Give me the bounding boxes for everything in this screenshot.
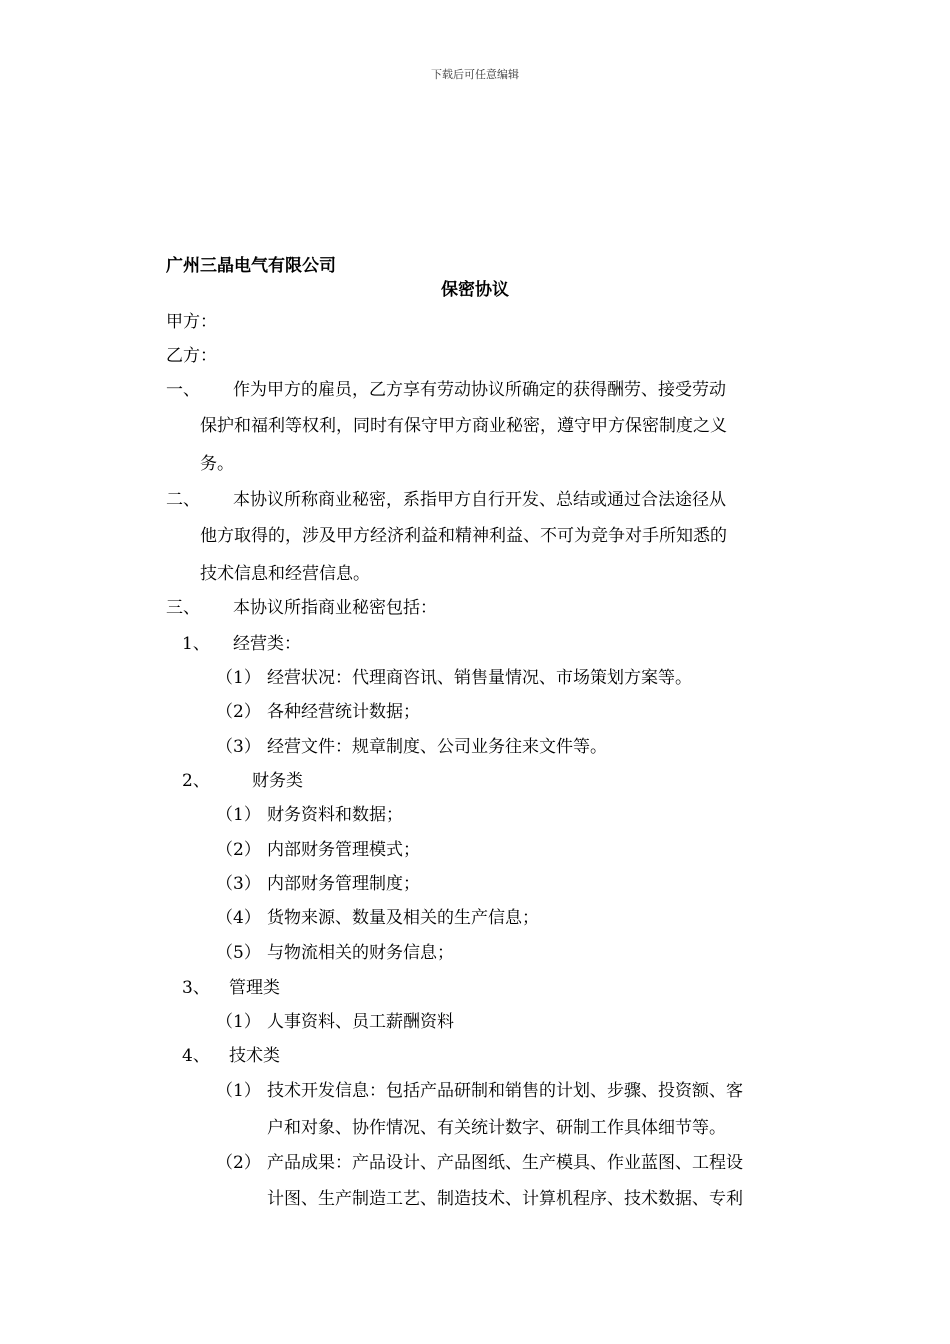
- item-number: （2）: [216, 840, 261, 860]
- category-label: 经营类：: [233, 634, 301, 654]
- category-label: 管理类: [229, 978, 280, 998]
- clause-line: 技术信息和经营信息。: [200, 564, 370, 584]
- clause-line: 保护和福利等权利，同时有保守甲方商业秘密，遵守甲方保密制度之义: [200, 416, 727, 436]
- company-name: 广州三晶电气有限公司: [166, 256, 336, 276]
- category-number: 3、: [182, 978, 210, 998]
- item-line: 内部财务管理制度；: [267, 874, 420, 894]
- item-number: （1）: [216, 1081, 261, 1101]
- party-a-label: 甲方：: [166, 312, 217, 332]
- item-line: 人事资料、员工薪酬资料: [267, 1012, 454, 1032]
- category-number: 4、: [182, 1046, 210, 1066]
- page-header-note: 下载后可任意编辑: [431, 68, 519, 81]
- clause-line: 作为甲方的雇员，乙方享有劳动协议所确定的获得酬劳、接受劳动: [233, 380, 726, 400]
- item-number: （4）: [216, 908, 261, 928]
- clause-line: 他方取得的，涉及甲方经济利益和精神利益、不可为竞争对手所知悉的: [200, 526, 727, 546]
- item-line: 技术开发信息：包括产品研制和销售的计划、步骤、投资额、客: [267, 1081, 743, 1101]
- item-number: （5）: [216, 943, 261, 963]
- item-line: 财务资料和数据；: [267, 805, 403, 825]
- clause-number: 一、: [166, 380, 200, 400]
- item-line: 各种经营统计数据；: [267, 702, 420, 722]
- clause-number: 二、: [166, 490, 200, 510]
- party-b-label: 乙方：: [166, 346, 217, 366]
- item-number: （1）: [216, 1012, 261, 1032]
- item-number: （1）: [216, 805, 261, 825]
- category-label: 技术类: [229, 1046, 280, 1066]
- item-line: 计图、生产制造工艺、制造技术、计算机程序、技术数据、专利: [267, 1189, 743, 1209]
- category-label: 财务类: [252, 771, 303, 791]
- item-line: 户和对象、协作情况、有关统计数字、研制工作具体细节等。: [267, 1118, 726, 1138]
- document-title: 保密协议: [441, 280, 509, 300]
- item-line: 经营状况：代理商咨讯、销售量情况、市场策划方案等。: [267, 668, 692, 688]
- item-number: （1）: [216, 668, 261, 688]
- item-number: （3）: [216, 874, 261, 894]
- clause-line: 本协议所指商业秘密包括：: [233, 598, 437, 618]
- item-line: 与物流相关的财务信息；: [267, 943, 454, 963]
- item-number: （2）: [216, 702, 261, 722]
- clause-number: 三、: [166, 598, 200, 618]
- clause-line: 本协议所称商业秘密，系指甲方自行开发、总结或通过合法途径从: [233, 490, 726, 510]
- item-line: 内部财务管理模式；: [267, 840, 420, 860]
- clause-line: 务。: [200, 454, 234, 474]
- item-number: （3）: [216, 737, 261, 757]
- item-number: （2）: [216, 1153, 261, 1173]
- category-number: 2、: [182, 771, 210, 791]
- category-number: 1、: [182, 634, 210, 654]
- item-line: 产品成果：产品设计、产品图纸、生产模具、作业蓝图、工程设: [267, 1153, 743, 1173]
- item-line: 货物来源、数量及相关的生产信息；: [267, 908, 539, 928]
- item-line: 经营文件：规章制度、公司业务往来文件等。: [267, 737, 607, 757]
